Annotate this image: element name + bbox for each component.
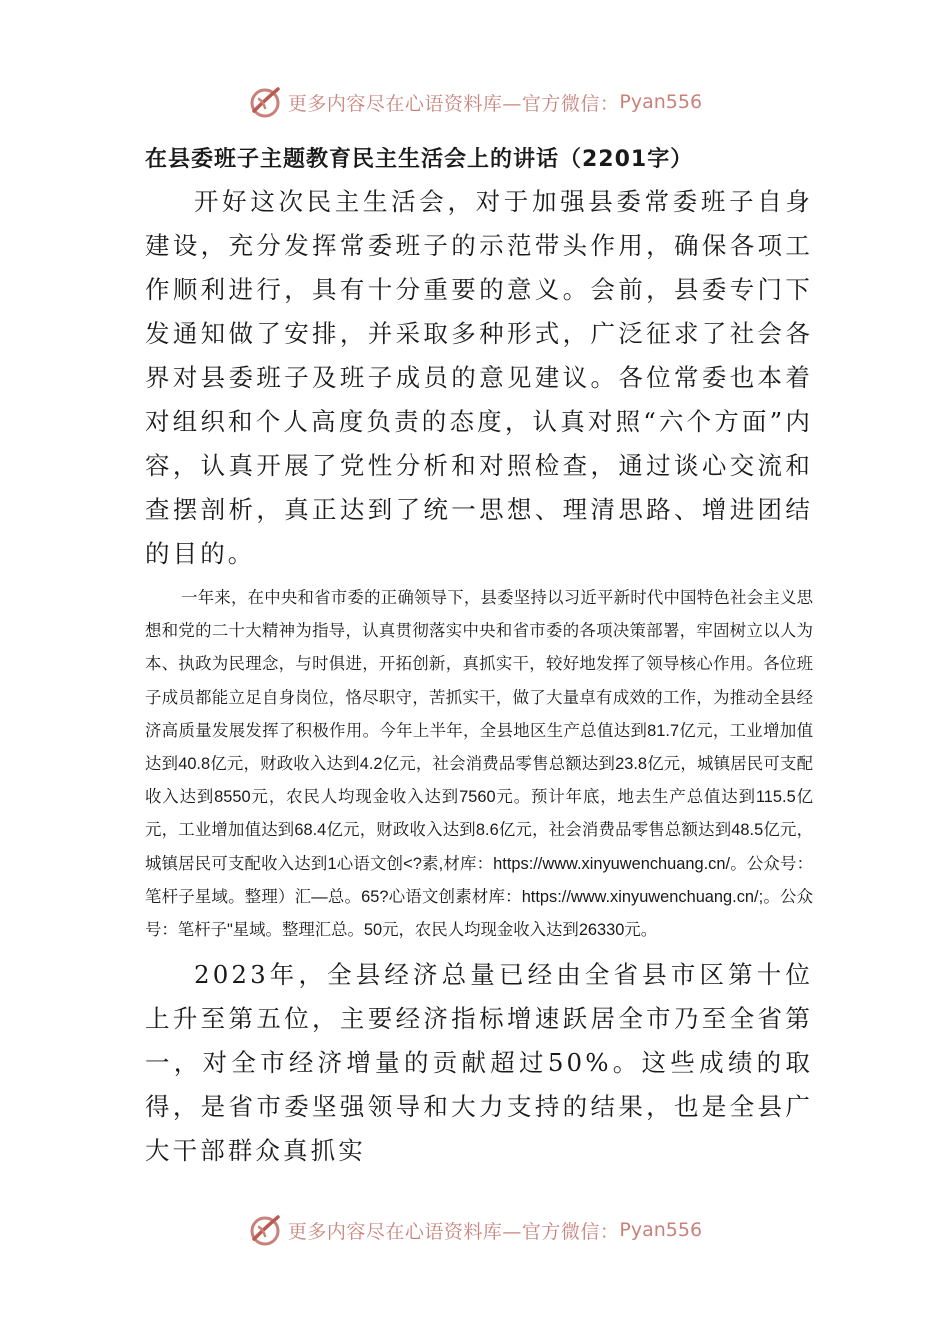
banner-text: 更多内容尽在心语资料库—官方微信： xyxy=(287,1220,620,1243)
paragraph-3: 2023年，全县经济总量已经由全省县市区第十位上升至第五位，主要经济指标增速跃居全市乃至全省第一，对全市经济增量的贡献超过50%。这些成绩的取得，是省市委坚强领导和大力支持的结果，也是全县广大干部群众真抓实 xyxy=(145,960,813,1166)
brush-stroke-logo-icon xyxy=(248,1213,282,1247)
banner-text: 更多内容尽在心语资料库—官方微信： xyxy=(287,92,620,115)
document-title: 在县委班子主题教育民主生活会上的讲话（2201字） xyxy=(145,147,694,172)
header-watermark-banner xyxy=(0,82,950,122)
document-body xyxy=(145,140,813,1173)
brush-stroke-logo-icon xyxy=(248,85,282,119)
paragraph-1: 开好这次民主生活会，对于加强县委常委班子自身建设，充分发挥常委班子的示范带头作用，确保各项工作顺利进行，具有十分重要的意义。会前，县委专门下发通知做了安排，并采取多种形式，广泛征求了社会各界对县委班子及班子成员的意见建议。各位常委也本着对组织和个人高度负责的态度，认真对照“六个方面”内容，认真开展了党性分析和对照检查，通过谈心交流和查摆剖析，真正达到了统一思想、理清思路、增进团结的目的。 xyxy=(145,187,813,568)
banner-wechat-id: Pyan556 xyxy=(619,91,703,113)
paragraph-2: 一年来，在中央和省市委的正确领导下，县委坚持以习近平新时代中国特色社会主义思想和党的二十大精神为指导，认真贯彻落实中央和省市委的各项决策部署，牢固树立以人为本、执政为民理念，与时俱进，开拓创新，真抓实干，较好地发挥了领导核心作用。各位班子成员都能立足自身岗位，恪尽职守，苦抓实干，做了大量卓有成效的工作，为推动全县经济高质量发展发挥了积极作用。今年上半年，全县地区生产总值达到81.7亿元，工业增加值达到40.8亿元，财政收入达到4.2亿元，社会消费品零售总额达到23.8亿元，城镇居民可支配收入达到8550元，农民人均现金收入达到7560元。预计年底，地去生产总值达到115.5亿元，工业增加值达到68.4亿元，财政收入达到8.6亿元，社会消费品零售总额达到48.5亿元，城镇居民可支配收入达到1心语文创<?素,材库：https://www.xinyuwenchuang.cn/。公众号：笔杆子星域。整理）汇—总。65?心语文创素材库：https://www.xinyuwenchuang.cn/;。公众号：笔杆子"星域。整理汇总。50元，农民人均现金收入达到26330元。 xyxy=(145,589,813,940)
banner-wechat-id: Pyan556 xyxy=(619,1219,703,1241)
footer-watermark-banner xyxy=(0,1210,950,1250)
